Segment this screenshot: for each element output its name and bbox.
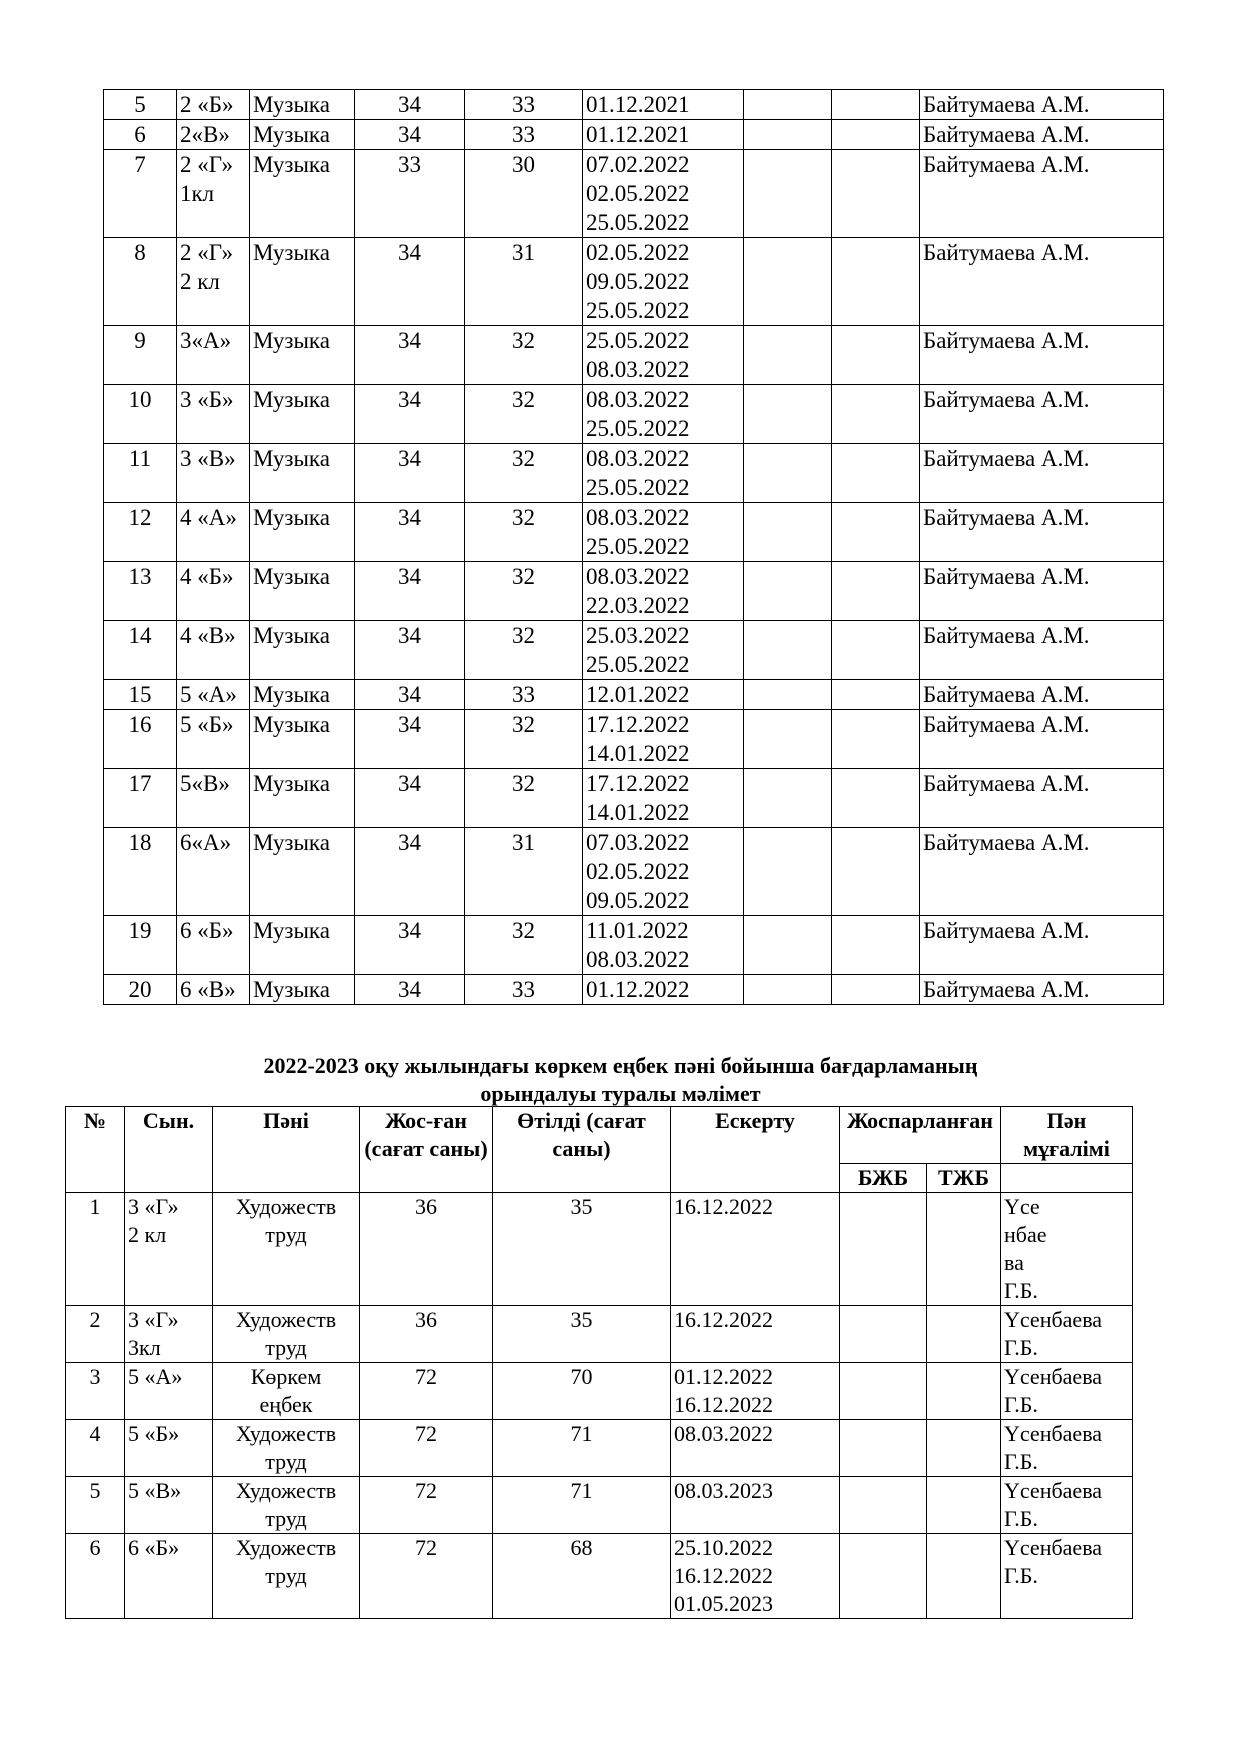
note-cell: 16.12.2022 [671,1193,840,1306]
note-cell: 01.12.2022 16.12.2022 [671,1363,840,1420]
teacher-cell: Байтумаева А.М. [920,326,1164,385]
bjb-cell [744,621,832,680]
bjb-cell [744,326,832,385]
dates-cell: 11.01.2022 08.03.2022 [583,916,744,975]
row-number: 16 [104,710,177,769]
bjb-cell [744,150,832,238]
section-title [0,1052,1241,1108]
done-hours-cell: 71 [493,1420,671,1477]
bjb-cell [744,710,832,769]
done-hours-cell: 32 [465,621,583,680]
tjb-cell [927,1363,1001,1420]
subject-cell: Музыка [250,975,355,1005]
class-cell: 5 «А» [125,1363,213,1420]
bjb-cell [744,444,832,503]
subject-cell: Музыка [250,680,355,710]
tjb-cell [927,1477,1001,1534]
subject-cell: Музыка [250,769,355,828]
subject-cell: Көркем еңбек [213,1363,360,1420]
class-cell: 5 «А» [177,680,250,710]
planned-hours-cell: 34 [355,238,465,326]
teacher-cell: Байтумаева А.М. [920,562,1164,621]
row-number: 1 [66,1193,125,1306]
tjb-cell [927,1306,1001,1363]
table-row [66,1534,1133,1619]
row-number: 14 [104,621,177,680]
tjb-cell [832,916,920,975]
table-row [104,120,1164,150]
tjb-cell [832,828,920,916]
class-cell: 3 «Г» 3кл [125,1306,213,1363]
planned-hours-cell: 34 [355,90,465,120]
header-subject: Пәні [213,1107,360,1193]
header-row [66,1107,1133,1164]
done-hours-cell: 33 [465,680,583,710]
subject-cell: Художеств труд [213,1420,360,1477]
done-hours-cell: 33 [465,90,583,120]
row-number: 6 [104,120,177,150]
planned-hours-cell: 34 [355,562,465,621]
teacher-cell: Байтумаева А.М. [920,90,1164,120]
subject-cell: Музыка [250,621,355,680]
table-row [104,150,1164,238]
done-hours-cell: 31 [465,238,583,326]
table-row [104,710,1164,769]
row-number: 5 [104,90,177,120]
class-cell: 3 «Г» 2 кл [125,1193,213,1306]
planned-hours-cell: 33 [355,150,465,238]
subject-cell: Музыка [250,90,355,120]
planned-hours-cell: 72 [360,1363,493,1420]
class-cell: 6«А» [177,828,250,916]
class-cell: 5«В» [177,769,250,828]
dates-cell: 12.01.2022 [583,680,744,710]
row-number: 8 [104,238,177,326]
header-teacher-empty [1001,1164,1133,1193]
planned-hours-cell: 34 [355,828,465,916]
teacher-cell: Үсенбаева Г.Б. [1001,1420,1133,1477]
planned-hours-cell: 34 [355,503,465,562]
header-planned-group: Жоспарланған [840,1107,1001,1164]
row-number: 4 [66,1420,125,1477]
dates-cell: 07.02.2022 02.05.2022 25.05.2022 [583,150,744,238]
bjb-cell [744,916,832,975]
done-hours-cell: 68 [493,1534,671,1619]
planned-hours-cell: 72 [360,1420,493,1477]
tjb-cell [832,150,920,238]
row-number: 18 [104,828,177,916]
class-cell: 2«В» [177,120,250,150]
teacher-cell: Байтумаева А.М. [920,710,1164,769]
class-cell: 2 «Г» 2 кл [177,238,250,326]
teacher-cell: Байтумаева А.М. [920,238,1164,326]
bjb-cell [744,238,832,326]
bjb-cell [840,1363,927,1420]
row-number: 17 [104,769,177,828]
teacher-cell: Байтумаева А.М. [920,120,1164,150]
bjb-cell [744,975,832,1005]
table-row [104,326,1164,385]
bjb-cell [840,1420,927,1477]
row-number: 19 [104,916,177,975]
class-cell: 4 «Б» [177,562,250,621]
subject-cell: Художеств труд [213,1193,360,1306]
row-number: 10 [104,385,177,444]
class-cell: 3 «В» [177,444,250,503]
teacher-cell: Байтумаева А.М. [920,828,1164,916]
subject-cell: Музыка [250,444,355,503]
tjb-cell [832,385,920,444]
planned-hours-cell: 36 [360,1306,493,1363]
header-bjb: БЖБ [840,1164,927,1193]
bjb-cell [744,680,832,710]
subject-cell: Художеств труд [213,1306,360,1363]
dates-cell: 17.12.2022 14.01.2022 [583,769,744,828]
class-cell: 5 «В» [125,1477,213,1534]
done-hours-cell: 32 [465,562,583,621]
tjb-cell [832,120,920,150]
planned-hours-cell: 36 [360,1193,493,1306]
teacher-cell: Үсенбаева Г.Б. [1001,1306,1133,1363]
row-number: 9 [104,326,177,385]
tjb-cell [832,621,920,680]
subject-cell: Художеств труд [213,1477,360,1534]
class-cell: 5 «Б» [177,710,250,769]
class-cell: 5 «Б» [125,1420,213,1477]
row-number: 12 [104,503,177,562]
header-planned-hours: Жос-ған (сағат саны) [360,1107,493,1193]
tjb-cell [832,680,920,710]
class-cell: 6 «В» [177,975,250,1005]
table-row [104,769,1164,828]
bjb-cell [744,90,832,120]
teacher-cell: Байтумаева А.М. [920,769,1164,828]
bjb-cell [744,769,832,828]
header-note: Ескерту [671,1107,840,1193]
planned-hours-cell: 34 [355,916,465,975]
row-number: 13 [104,562,177,621]
subject-cell: Музыка [250,120,355,150]
note-cell: 08.03.2023 [671,1477,840,1534]
tjb-cell [832,503,920,562]
table-row [66,1420,1133,1477]
dates-cell: 01.12.2021 [583,90,744,120]
dates-cell: 25.05.2022 08.03.2022 [583,326,744,385]
dates-cell: 08.03.2022 25.05.2022 [583,503,744,562]
bjb-cell [744,120,832,150]
done-hours-cell: 32 [465,385,583,444]
table-row [104,503,1164,562]
table-row [66,1363,1133,1420]
table-row [104,90,1164,120]
done-hours-cell: 33 [465,975,583,1005]
done-hours-cell: 31 [465,828,583,916]
teacher-cell: Байтумаева А.М. [920,385,1164,444]
teacher-cell: Байтумаева А.М. [920,975,1164,1005]
header-teacher: Пән мұғалімі [1001,1107,1133,1164]
section-title-line-2: орындалуы туралы мәлімет [480,1081,761,1106]
music-program-table [103,89,1164,1005]
done-hours-cell: 35 [493,1306,671,1363]
subject-cell: Музыка [250,238,355,326]
table-row [104,916,1164,975]
done-hours-cell: 32 [465,444,583,503]
done-hours-cell: 70 [493,1363,671,1420]
done-hours-cell: 33 [465,120,583,150]
planned-hours-cell: 34 [355,710,465,769]
dates-cell: 08.03.2022 25.05.2022 [583,444,744,503]
teacher-cell: Байтумаева А.М. [920,503,1164,562]
header-num: № [66,1107,125,1193]
section-title-line-1: 2022-2023 оқу жылындағы көркем еңбек пәні бойынша бағдарламаның [263,1053,978,1078]
bjb-cell [744,828,832,916]
bjb-cell [744,562,832,621]
teacher-cell: Үсенбаева Г.Б. [1001,1534,1133,1619]
planned-hours-cell: 72 [360,1477,493,1534]
done-hours-cell: 32 [465,916,583,975]
table-row [66,1306,1133,1363]
tjb-cell [832,769,920,828]
dates-cell: 17.12.2022 14.01.2022 [583,710,744,769]
table-row [104,975,1164,1005]
note-cell: 08.03.2022 [671,1420,840,1477]
bjb-cell [840,1306,927,1363]
art-labor-program-table [65,1106,1133,1619]
class-cell: 2 «Б» [177,90,250,120]
planned-hours-cell: 34 [355,385,465,444]
subject-cell: Музыка [250,828,355,916]
header-class: Сын. [125,1107,213,1193]
subject-cell: Художеств труд [213,1534,360,1619]
table-row [104,238,1164,326]
bjb-cell [840,1477,927,1534]
class-cell: 6 «Б» [177,916,250,975]
dates-cell: 08.03.2022 25.05.2022 [583,385,744,444]
table-row [104,385,1164,444]
teacher-cell: Үсенбаева Г.Б. [1001,1363,1133,1420]
done-hours-cell: 32 [465,326,583,385]
row-number: 3 [66,1363,125,1420]
tjb-cell [832,562,920,621]
planned-hours-cell: 34 [355,444,465,503]
planned-hours-cell: 34 [355,680,465,710]
row-number: 11 [104,444,177,503]
table-row [66,1477,1133,1534]
teacher-cell: Үсенбаева Г.Б. [1001,1477,1133,1534]
teacher-cell: Байтумаева А.М. [920,680,1164,710]
subject-cell: Музыка [250,326,355,385]
tjb-cell [832,975,920,1005]
subject-cell: Музыка [250,710,355,769]
class-cell: 4 «А» [177,503,250,562]
table-row [104,680,1164,710]
teacher-cell: Үсе нбае ва Г.Б. [1001,1193,1133,1306]
bjb-cell [840,1193,927,1306]
header-tjb: ТЖБ [927,1164,1001,1193]
tjb-cell [832,710,920,769]
tjb-cell [832,444,920,503]
tjb-cell [927,1534,1001,1619]
subject-cell: Музыка [250,562,355,621]
row-number: 15 [104,680,177,710]
row-number: 6 [66,1534,125,1619]
dates-cell: 08.03.2022 22.03.2022 [583,562,744,621]
teacher-cell: Байтумаева А.М. [920,444,1164,503]
dates-cell: 01.12.2021 [583,120,744,150]
planned-hours-cell: 34 [355,326,465,385]
done-hours-cell: 35 [493,1193,671,1306]
row-number: 5 [66,1477,125,1534]
class-cell: 4 «В» [177,621,250,680]
subject-cell: Музыка [250,916,355,975]
note-cell: 16.12.2022 [671,1306,840,1363]
row-number: 7 [104,150,177,238]
row-number: 2 [66,1306,125,1363]
teacher-cell: Байтумаева А.М. [920,621,1164,680]
dates-cell: 02.05.2022 09.05.2022 25.05.2022 [583,238,744,326]
bjb-cell [744,503,832,562]
done-hours-cell: 32 [465,769,583,828]
table-row [104,828,1164,916]
subject-cell: Музыка [250,150,355,238]
dates-cell: 25.03.2022 25.05.2022 [583,621,744,680]
row-number: 20 [104,975,177,1005]
dates-cell: 07.03.2022 02.05.2022 09.05.2022 [583,828,744,916]
table-row [104,444,1164,503]
table-row [104,621,1164,680]
table-row [104,562,1164,621]
bjb-cell [840,1534,927,1619]
teacher-cell: Байтумаева А.М. [920,150,1164,238]
class-cell: 6 «Б» [125,1534,213,1619]
dates-cell: 01.12.2022 [583,975,744,1005]
tjb-cell [832,238,920,326]
planned-hours-cell: 34 [355,120,465,150]
planned-hours-cell: 34 [355,975,465,1005]
subject-cell: Музыка [250,385,355,444]
teacher-cell: Байтумаева А.М. [920,916,1164,975]
table-row [66,1193,1133,1306]
class-cell: 3«А» [177,326,250,385]
done-hours-cell: 32 [465,503,583,562]
tjb-cell [832,90,920,120]
done-hours-cell: 32 [465,710,583,769]
bjb-cell [744,385,832,444]
planned-hours-cell: 34 [355,769,465,828]
class-cell: 2 «Г» 1кл [177,150,250,238]
tjb-cell [927,1193,1001,1306]
tjb-cell [927,1420,1001,1477]
done-hours-cell: 30 [465,150,583,238]
planned-hours-cell: 34 [355,621,465,680]
tjb-cell [832,326,920,385]
subject-cell: Музыка [250,503,355,562]
note-cell: 25.10.2022 16.12.2022 01.05.2023 [671,1534,840,1619]
done-hours-cell: 71 [493,1477,671,1534]
header-done-hours: Өтілді (сағат саны) [493,1107,671,1193]
class-cell: 3 «Б» [177,385,250,444]
planned-hours-cell: 72 [360,1534,493,1619]
